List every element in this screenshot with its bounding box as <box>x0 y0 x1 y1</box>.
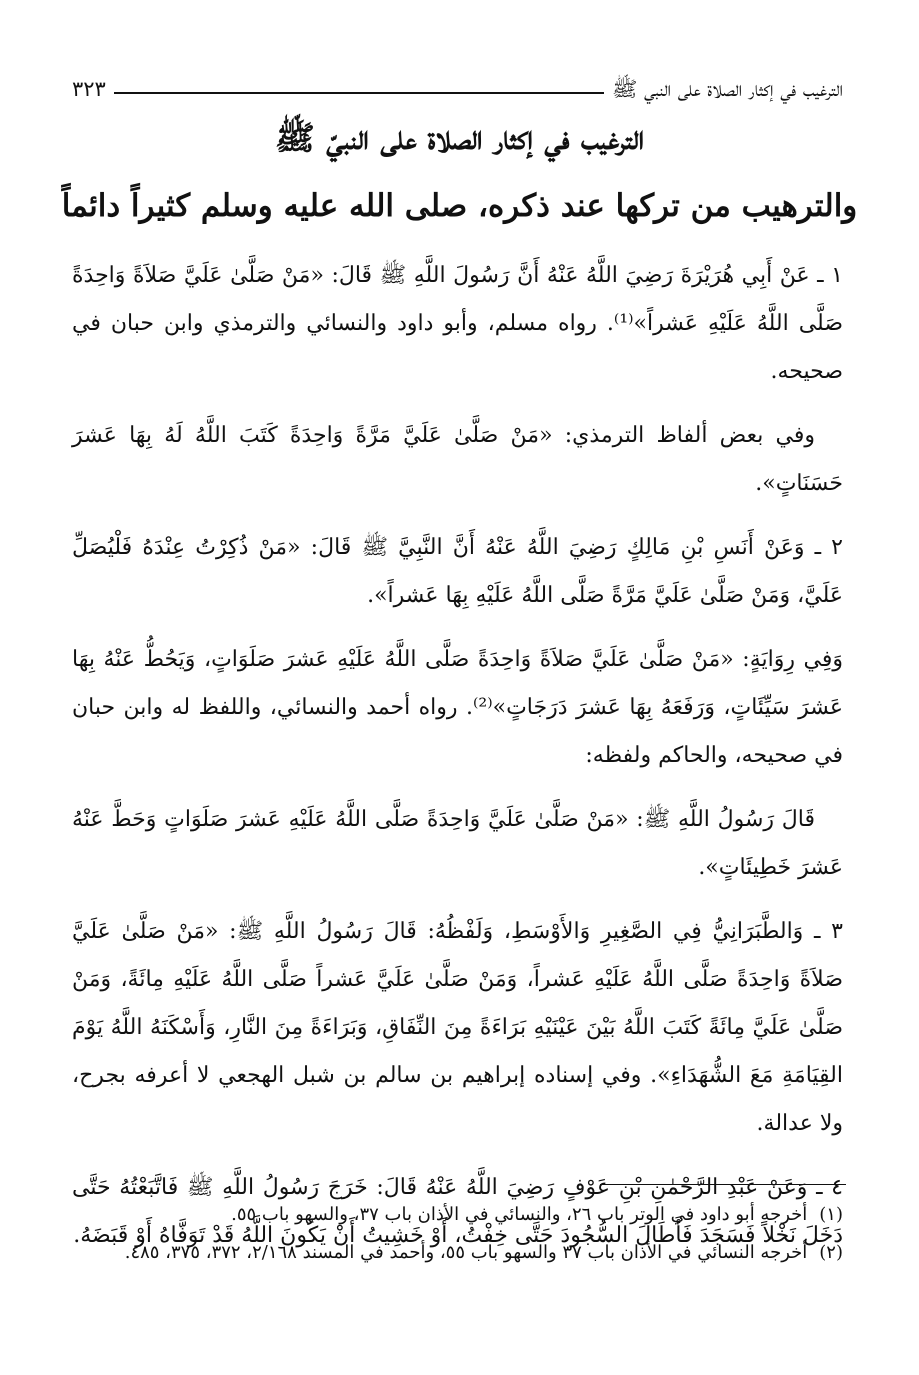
hadith-paragraph-3: ٣ ـ وَالطَّبَرَانِيُّ فِي الصَّغِيرِ وَالأَوْسَطِ، وَلَفْظُهُ: قَالَ رَسُولُ اللَّهِ ﷺ: «مَنْ صَلَّىٰ عَلَيَّ صَلاَةً وَاحِدَةً صَلَّى اللَّهُ عَلَيْهِ عَشراً، وَمَنْ صَلَّىٰ عَلَيَّ عَشراً صَلَّى اللَّهُ عَلَيْهِ مِائَةً، وَمَنْ صَلَّىٰ عَلَيَّ مِائَةً كَتَبَ اللَّهُ بَيْنَ عَيْنَيْهِ بَرَاءَةً مِنَ النِّفَاقِ، وَبَرَاءَةً مِنَ النَّارِ، وَأَسْكَنَهُ اللَّهُ يَوْمَ القِيَامَةِ مَعَ الشُّهَدَاءِ». وفي إسناده إبراهيم بن سالم بن شبل الهجعي لا أعرفه بجرح، ولا عدالة. <box>72 919 843 1136</box>
hadith-paragraph-2: ٢ ـ وَعَنْ أَنَسِ بْنِ مَالِكٍ رَضِيَ اللَّهُ عَنْهُ أَنَّ النَّبِيَّ ﷺ قَالَ: «مَنْ ذُكِرْتُ عِنْدَهُ فَلْيُصَلِّ عَلَيَّ، وَمَنْ صَلَّىٰ عَلَيَّ مَرَّةً صَلَّى اللَّهُ عَلَيْهِ بِهَا عَشراً». <box>72 535 843 608</box>
chapter-subtitle: والترهيب من تركها عند ذكره، صلى الله عليه وسلم كثيراً دائماً <box>61 188 858 224</box>
footnote-text: أخرجه أبو داود في الوتر باب ٢٦، والنسائي في الأذان باب ٣٧، والسهو باب ٥٥. <box>231 1204 808 1225</box>
footnotes <box>72 1196 843 1272</box>
footnote-number: (٢) <box>819 1242 843 1263</box>
page-number: ٣٢٣ <box>72 77 106 101</box>
footnote-text: أخرجه النسائي في الأذان باب ٣٧ والسهو باب ٥٥، وأحمد في المسند ٢/١٦٨، ٣٧٢، ٣٧٥، ٤٨٥. <box>124 1242 808 1263</box>
narration-variant-paragraph: وفي بعض ألفاظ الترمذي: «مَنْ صَلَّىٰ عَلَيَّ مَرَّةً وَاحِدَةً كَتَبَ اللَّهُ لَهُ بِهَا عَشرَ حَسَنَاتٍ». <box>72 423 843 496</box>
footnote-number: (١) <box>819 1204 843 1225</box>
body-text <box>72 252 843 1276</box>
running-header <box>72 66 843 100</box>
hadith-paragraph-4: ٤ ـ وَعَنْ عَبْدِ الرَّحْمٰنِ بْنِ عَوْفٍ رَضِيَ اللَّهُ عَنْهُ قَالَ: خَرَجَ رَسُولُ اللَّهِ ﷺ فَاتَّبَعْتُهُ حَتَّى دَخَلَ نَخْلاً فَسَجَدَ فَأَطَالَ السُّجُودَ حَتَّى خِفْتُ، أَوْ خَشِيتُ أَنْ يَكُونَ اللَّهُ قَدْ تَوَفَّاهُ أَوْ قَبَضَهُ. <box>72 1175 843 1248</box>
footnote <box>72 1196 843 1234</box>
narration-variant-paragraph: وَفِي رِوَايَةٍ: «مَنْ صَلَّىٰ عَلَيَّ صَلاَةً وَاحِدَةً صَلَّى اللَّهُ عَلَيْهِ عَشرَ صَلَوَاتٍ، وَيَحُطُّ عَنْهُ بِهَا عَشرَ سَيِّئَاتٍ، وَرَفَعَهُ بِهَا عَشرَ دَرَجَاتٍ»⁽²⁾. رواه أحمد والنسائي، واللفظ له وابن حبان في صحيحه، والحاكم ولفظه: <box>72 647 843 768</box>
footnote <box>72 1234 843 1272</box>
hadith-paragraph-1: ١ ـ عَنْ أَبِي هُرَيْرَةَ رَضِيَ اللَّهُ عَنْهُ أَنَّ رَسُولَ اللَّهِ ﷺ قَالَ: «مَنْ صَلَّىٰ عَلَيَّ صَلاَةً وَاحِدَةً صَلَّى اللَّهُ عَلَيْهِ عَشراً»⁽¹⁾. رواه مسلم، وأبو داود والنسائي والترمذي وابن حبان في صحيحه. <box>72 263 843 384</box>
narration-variant-paragraph: قَالَ رَسُولُ اللَّهِ ﷺ: «مَنْ صَلَّىٰ عَلَيَّ وَاحِدَةً صَلَّى اللَّهُ عَلَيْهِ عَشرَ صَلَوَاتٍ وَحَطَّ عَنْهُ عَشرَ خَطِيئَاتٍ». <box>72 807 843 880</box>
footnote-divider <box>600 1184 846 1185</box>
header-rule <box>114 92 604 94</box>
running-header-title: الترغيب في إكثار الصلاة على النبي ﷺ <box>611 77 843 101</box>
chapter-title: الترغيب في إكثار الصلاة على النبيّ ﷺ <box>274 118 645 157</box>
